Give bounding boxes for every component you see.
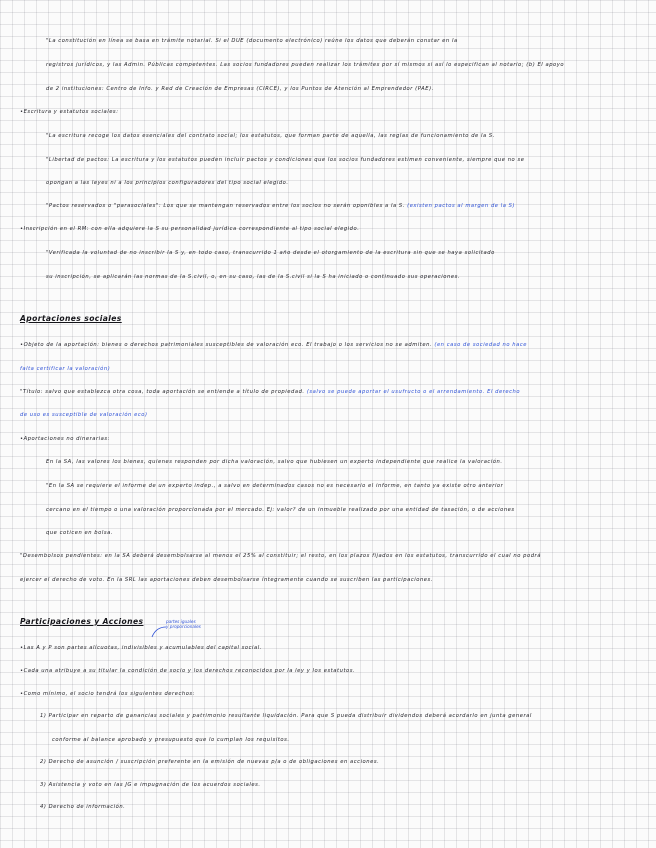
section-heading: Participaciones y Acciones bbox=[20, 617, 144, 626]
note-line: 4) Derecho de información. bbox=[40, 804, 126, 810]
curved-arrow-icon bbox=[148, 625, 168, 639]
note-line: falta certificar la valoración) bbox=[20, 366, 111, 372]
note-line: ejercer el derecho de voto. En la SRL las aportaciones deben desembolsarse íntegramente cuando se suscriben las participaciones. bbox=[20, 577, 433, 583]
note-line: cercano en el tiempo o una valoración proporcionada por el mercado. Ej: valor? de un inmueble realizado por una entidad de tasación, o de acciones bbox=[46, 507, 515, 513]
note-line: "La escritura recoge los datos esenciales del contrato social; los estatutos, que forman parte de aquella, las reglas de funcionamiento de la S. bbox=[46, 133, 495, 139]
note-line: •Aportaciones no dinerarias: bbox=[20, 436, 110, 442]
note-line: En la SA, las valores los bienes, quienes responden por dicha valoración, salvo que hubiesen un experto independiente que realice la valoración. bbox=[46, 459, 503, 465]
note-line: •Como mínimo, el socio tendrá los siguientes derechos: bbox=[20, 691, 195, 697]
margin-annotation: partes iguales y proporcionales bbox=[166, 619, 201, 629]
note-line: "La constitución en línea se basa en trámite notarial. Si el DUE (documento electrónico) reúne los datos que deberán constar en la bbox=[46, 38, 458, 44]
note-line: 2) Derecho de asunción / suscripción preferente en la emisión de nuevas p/a o de obligaciones en acciones. bbox=[40, 759, 380, 765]
note-line: opongan a las leyes ni a los principios configuradores del tipo social elegido. bbox=[46, 180, 289, 186]
note-line: su inscripción, se aplicarán las normas de la S.civil, o, en su caso, las de la S.civil si la S ha iniciado o continuado sus operaciones. bbox=[46, 274, 461, 280]
note-line: "En la SA se requiere el informe de un experto indep., a salvo en determinados casos no es necesario el informe, en tanto ya existe otro anterior bbox=[46, 483, 504, 489]
note-line: "Título: salvo que establezca otra cosa, toda aportación se entiende a título de propiedad. (salvo se puede aportar el usufructo o el arrendamiento. El derecho bbox=[20, 389, 521, 395]
note-line: registros jurídicos, y las Admin. Públicas competentes. Las socios fundadores pueden realizar los trámites por sí mismos si así lo especifican al notario; (b) El apoyo bbox=[46, 62, 565, 68]
note-line: conforme al balance aprobado y presupuesto que lo cumplan los requisitos. bbox=[52, 737, 290, 743]
note-line: "Libertad de pactos: La escritura y los estatutos pueden incluir pactos y condiciones que los socios fundadores estimen conveniente, siempre que no se bbox=[46, 157, 525, 163]
section-heading: Aportaciones sociales bbox=[20, 314, 122, 323]
note-line: •Escritura y estatutos sociales: bbox=[20, 109, 119, 115]
note-line: "Pactos reservados o "parasociales": Los que se mantengan reservados entre los socios no serán oponibles a la S. (existen pactos al margen de la S) bbox=[46, 203, 516, 209]
note-line: "Verificada la voluntad de no inscribir la S y, en todo caso, transcurrido 1 año desde el otorgamiento de la escritura sin que se haya solicitado bbox=[46, 250, 495, 256]
note-line: de uso es susceptible de valoración eco) bbox=[20, 412, 148, 418]
note-line: •Inscripción en el RM: con ella adquiere la S su personalidad jurídica correspondiente al tipo social elegido. bbox=[20, 226, 360, 232]
note-line: "Desembolsos pendientes: en la SA deberá desembolsarse al menos el 25% al constituir; el resto, en los plazos fijados en los estatutos, transcurrido el cual no podrá bbox=[20, 553, 541, 559]
note-line: •Cada una atribuye a su titular la condición de socio y los derechos reconocidos por la ley y los estatutos. bbox=[20, 668, 356, 674]
note-line: •Objeto de la aportación: bienes o derechos patrimoniales susceptibles de valoración eco. El trabajo o los servicios no se admiten. (en caso de sociedad no hace bbox=[20, 342, 528, 348]
note-line: •Las A y P son partes alícuotas, indivisibles y acumulables del capital social. bbox=[20, 645, 262, 651]
note-line: 1) Participar en reparto de ganancias sociales y patrimonio resultante liquidación. Para que S pueda distribuir dividendos deberá acordarlo en junta general bbox=[40, 713, 532, 719]
note-line: que coticen en bolsa. bbox=[46, 530, 114, 536]
note-line: 3) Asistencia y voto en las JG e impugnación de los acuerdos sociales. bbox=[40, 782, 261, 788]
note-line: de 2 instituciones: Centro de Info. y Red de Creación de Empresas (CIRCE), y los Puntos de Atención al Emprendedor (PAE). bbox=[46, 86, 434, 92]
